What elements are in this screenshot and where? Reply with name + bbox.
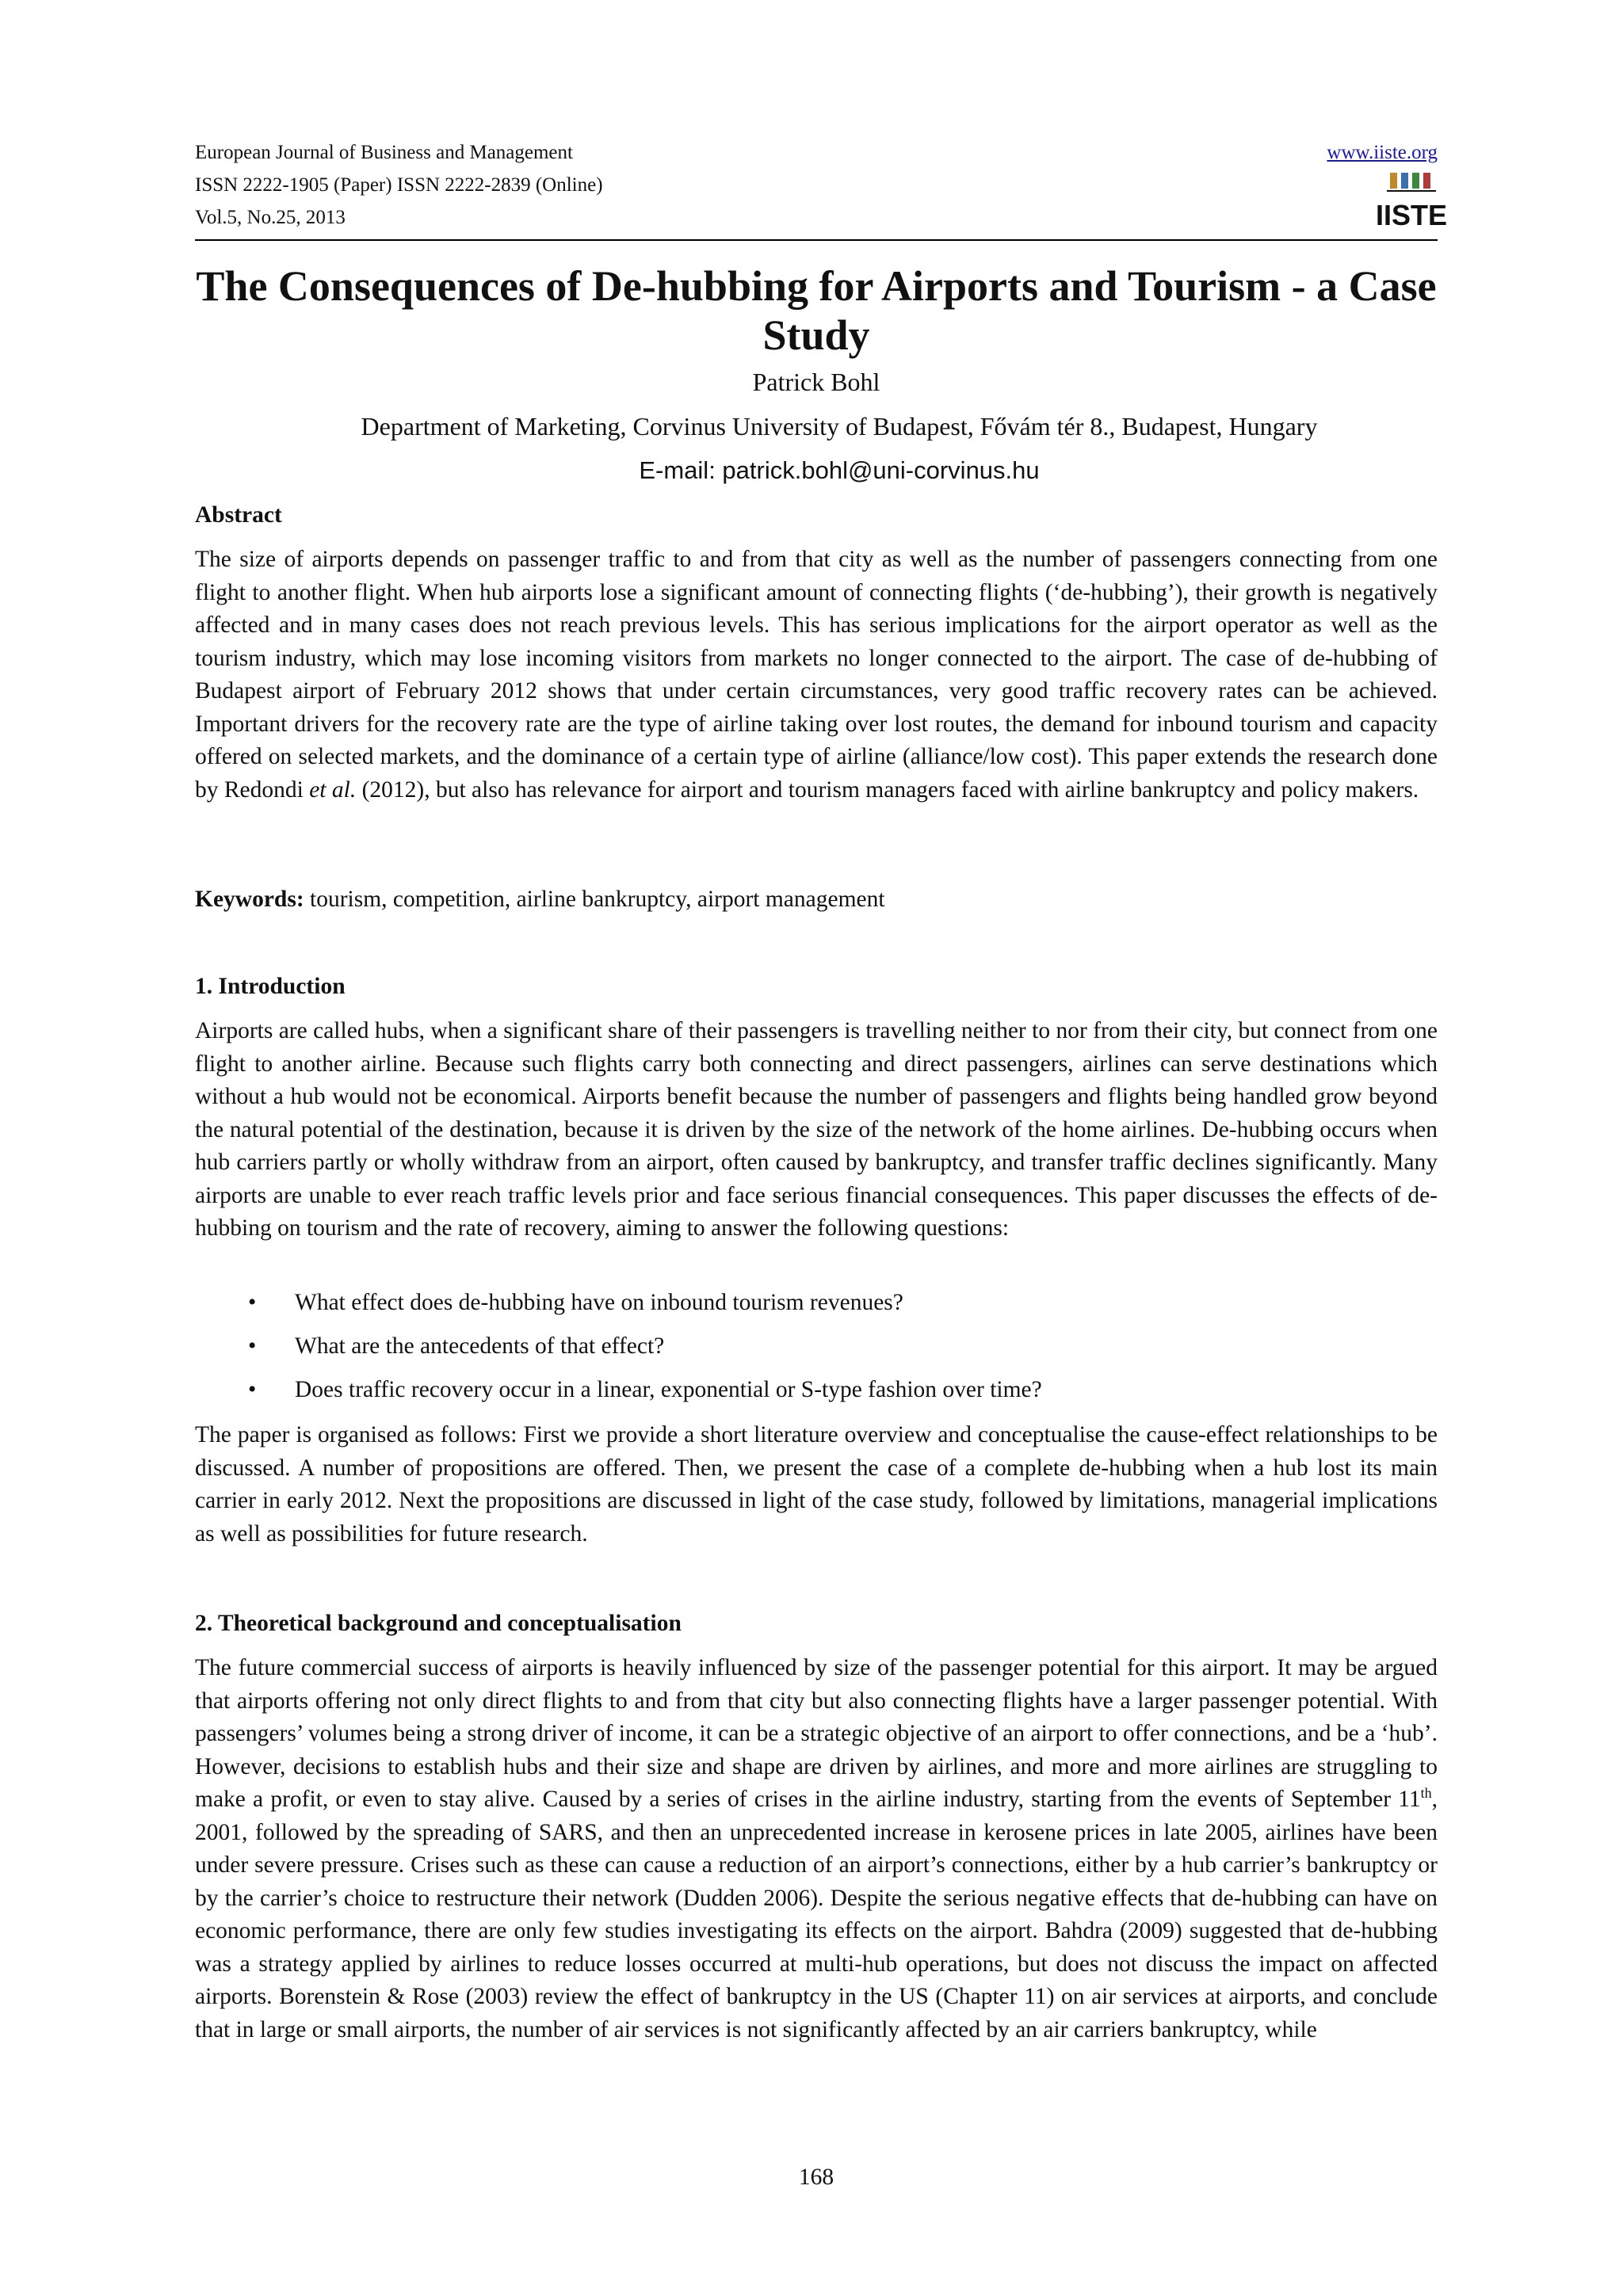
question-text: What are the antecedents of that effect? <box>295 1333 665 1359</box>
list-item <box>195 1374 1438 1417</box>
paper-title: The Consequences of De-hubbing for Airports and Tourism - a Case Study <box>196 262 1437 359</box>
journal-issn: ISSN 2222-1905 (Paper) ISSN 2222-2839 (Online) <box>195 174 603 196</box>
introduction-heading: 1. Introduction <box>195 974 346 999</box>
bullet-icon: • <box>248 1290 257 1315</box>
list-item <box>195 1330 1438 1374</box>
list-item <box>195 1287 1438 1330</box>
journal-volume: Vol.5, No.25, 2013 <box>195 207 346 228</box>
svg-text:IISTE: IISTE <box>1375 199 1448 231</box>
journal-name: European Journal of Business and Management <box>195 142 573 163</box>
keywords-line <box>195 883 1438 917</box>
keywords-text: tourism, competition, airline bankruptcy, airport management <box>304 887 885 912</box>
ordinal-superscript: th <box>1420 1785 1432 1802</box>
iiste-logo-icon <box>1375 170 1448 231</box>
questions-list <box>195 1287 1438 1417</box>
abstract-italic: et al. <box>309 776 357 803</box>
question-text: What effect does de-hubbing have on inbound tourism revenues? <box>295 1290 903 1315</box>
keywords-label: Keywords: <box>195 887 304 912</box>
bullet-icon: • <box>248 1377 257 1402</box>
bullet-icon: • <box>248 1333 257 1359</box>
journal-header <box>195 136 1448 238</box>
abstract-text-part-1: The size of airports depends on passenger traffic to and from that city as well as the number of passengers connecting from one flight to another flight. When hub airports lose a significant amount of connecting flights (‘de-hubbing’), their growth is negatively affected and in many cases does not reach previous levels. This has serious implications for the airport operator as well as the tourism industry, which may lose incoming visitors from markets no longer connected to the airport. The case of de-hubbing of Budapest airport of February 2012 shows that under certain circumstances, very good traffic recovery rates can be achieved. Important drivers for the recovery rate are the type of airline taking over lost routes, the demand for inbound tourism and capacity offered on selected markets, and the dominance of a certain type of airline (alliance/low cost). This paper extends the research done by Redondi <box>195 547 1438 803</box>
journal-url-link[interactable]: www.iiste.org <box>1327 142 1438 163</box>
theory-text-part-1: The future commercial success of airports is heavily influenced by size of the passenger potential for this airport. It may be argued that airports offering not only direct flights to and from that city but also connecting flights have a larger passenger potential. With passengers’ volumes being a strong driver of income, it can be a strategic objective of an airport to offer connections, and be a ‘hub’. However, decisions to establish hubs and their size and shape are driven by airlines, and more and more airlines are struggling to make a profit, or even to stay alive. Caused by a series of crises in the airline industry, starting from the events of September 11 <box>195 1655 1438 1812</box>
theory-paragraph <box>195 1652 1438 2046</box>
organisation-paragraph: The paper is organised as follows: First we provide a short literature overview and conceptualise the cause-effect relationships to be discussed. A number of propositions are offered. Then, we present the case of a complete de-hubbing when a hub lost its main carrier in early 2012. Next the propositions are discussed in light of the case study, followed by limitations, managerial implications as well as possibilities for future research. <box>195 1422 1438 1547</box>
author-name: Patrick Bohl <box>752 368 880 396</box>
abstract-text-part-2: (2012), but also has relevance for airport and tourism managers faced with airline bankruptcy and policy makers. <box>356 776 1419 803</box>
author-affiliation: Department of Marketing, Corvinus University of Budapest, Fővám tér 8., Budapest, Hungary <box>361 412 1318 441</box>
abstract-text <box>195 543 1438 807</box>
question-text: Does traffic recovery occur in a linear, exponential or S-type fashion over time? <box>295 1377 1042 1402</box>
abstract-heading: Abstract <box>195 502 282 528</box>
author-email: E-mail: patrick.bohl@uni-corvinus.hu <box>639 456 1040 484</box>
header-divider <box>195 239 1438 241</box>
introduction-paragraph: Airports are called hubs, when a significant share of their passengers is travelling neither to nor from their city, but connect from one flight to another airline. Because such flights carry both connecting and direct passengers, airlines can serve destinations which without a hub would not be economical. Airports benefit because the number of passengers and flights being handled grow beyond the natural potential of the destination, because it is driven by the size of the network of the home airlines. De-hubbing occurs when hub carriers partly or wholly withdraw from an airport, often caused by bankruptcy, and transfer traffic declines significantly. Many airports are unable to ever reach traffic levels prior and face serious financial consequences. This paper discusses the effects of de-hubbing on tourism and the rate of recovery, aiming to answer the following questions: <box>195 1018 1438 1241</box>
theory-text-part-2: , 2001, followed by the spreading of SARS, and then an unprecedented increase in kerosene prices in late 2005, airlines have been under severe pressure. Crises such as these can cause a reduction of an airport’s connections, either by a hub carrier’s bankruptcy or by the carrier’s choice to restructure their network (Dudden 2006). Despite the serious negative effects that de-hubbing can have on economic performance, there are only few studies investigating its effects on the airport. Bahdra (2009) suggested that de-hubbing was a strategy applied by airlines to reduce losses occurred at multi-hub operations, but does not discuss the impact on affected airports. Borenstein & Rose (2003) review the effect of bankruptcy in the US (Chapter 11) on air services at airports, and conclude that in large or small airports, the number of air services is not significantly affected by an air carriers bankruptcy, while <box>195 1787 1438 2042</box>
page-number: 168 <box>798 2164 834 2190</box>
theory-heading: 2. Theoretical background and conceptualisation <box>195 1611 682 1636</box>
